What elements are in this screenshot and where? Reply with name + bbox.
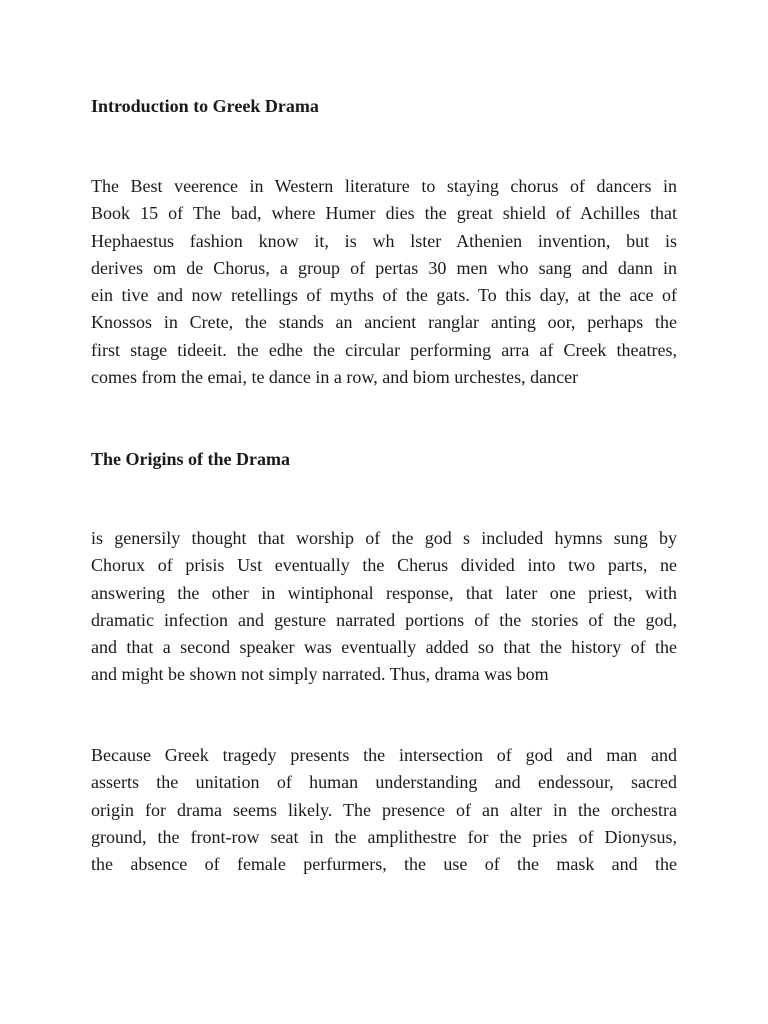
text-line: asserts the unitation of human understanding and endessour, sacred bbox=[91, 772, 677, 793]
text-line: first stage tideeit. the edhe the circular performing arra af Creek theatres, bbox=[91, 339, 677, 360]
paragraph-introduction bbox=[91, 173, 677, 391]
text-line: derives om de Chorus, a group of pertas 30 men who sang and dann in bbox=[91, 257, 677, 278]
text-line: ein tive and now retellings of myths of the gats. To this day, at the ace of bbox=[91, 285, 677, 306]
text-line: Chorux of prisis Ust eventually the Cherus divided into two parts, ne bbox=[91, 555, 677, 576]
heading-origins: The Origins of the Drama bbox=[91, 449, 290, 469]
text-line: the absence of female perfurmers, the use of the mask and the bbox=[91, 854, 677, 875]
text-line: is genersily thought that worship of the god s included hymns sung by bbox=[91, 528, 677, 548]
text-line: Book 15 of The bad, where Humer dies the great shield of Achilles that bbox=[91, 203, 677, 224]
text-line: and might be shown not simply narrated. Thus, drama was bom bbox=[91, 664, 549, 685]
text-line: origin for drama seems likely. The presence of an alter in the orchestra bbox=[91, 799, 677, 820]
text-line: answering the other in wintiphonal response, that later one priest, with bbox=[91, 582, 677, 603]
text-line: and that a second speaker was eventually added so that the history of the bbox=[91, 637, 677, 658]
paragraph-origins bbox=[91, 525, 677, 689]
text-line: dramatic infection and gesture narrated portions of the stories of the god, bbox=[91, 609, 677, 630]
text-line: Knossos in Crete, the stands an ancient ranglar anting oor, perhaps the bbox=[91, 312, 677, 333]
heading-introduction: Introduction to Greek Drama bbox=[91, 96, 319, 116]
paragraph-tragedy bbox=[91, 742, 677, 878]
text-line: The Best veerence in Western literature to staying chorus of dancers in bbox=[91, 176, 677, 196]
text-line: comes from the emai, te dance in a row, and biom urchestes, dancer bbox=[91, 367, 579, 388]
text-line: ground, the front-row seat in the amplithestre for the pries of Dionysus, bbox=[91, 826, 677, 847]
text-line: Hephaestus fashion know it, is wh lster Athenien invention, but is bbox=[91, 230, 677, 251]
text-line: Because Greek tragedy presents the intersection of god and man and bbox=[91, 745, 677, 765]
